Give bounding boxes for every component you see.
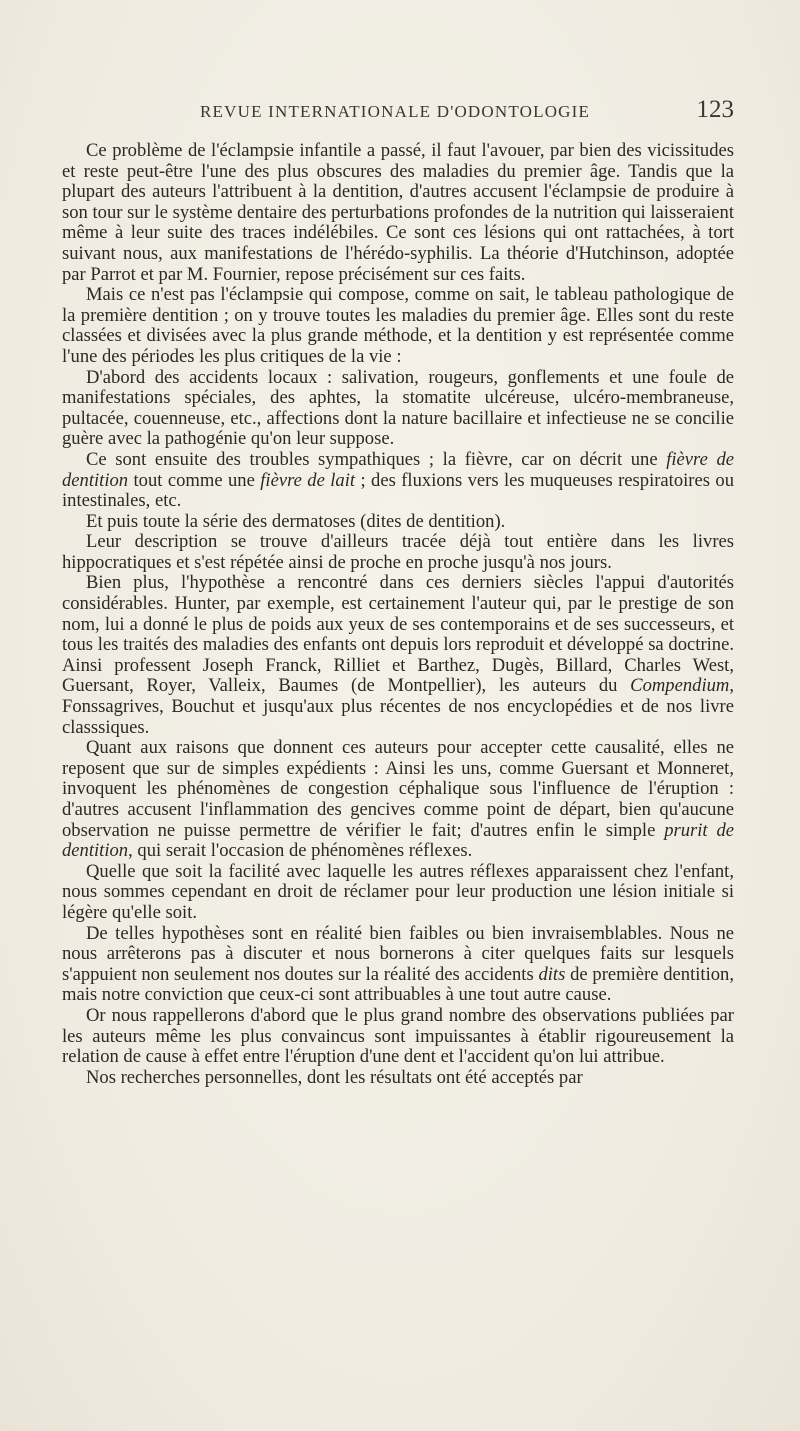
body-text [62, 141, 734, 1088]
paragraph: Quant aux raisons que donnent ces auteurs pour accepter cette causalité, elles ne reposent que sur de simples expédients : Ainsi les uns, comme Guersant et Monneret, invoquent les phénomènes de congestion céphalique sous l'influence de l'éruption : d'autres accusent l'inflammation des gencives comme point de départ, bien qu'aucune observation ne puisse permettre de vérifier le fait; d'autres enfin le simple prurit de dentition, qui serait l'occasion de phénomènes réflexes. [62, 737, 734, 862]
italic-term: Compendium [630, 675, 730, 697]
italic-term: fièvre de lait [260, 469, 356, 491]
paragraph: Or nous rappellerons d'abord que le plus grand nombre des observations publiées par les auteurs même les plus convaincus sont impuissantes à établir rigoureusement la relation de cause à effet entre l'éruption d'une dent et l'accident qu'on lui attribue. [62, 1004, 734, 1068]
paragraph: Leur description se trouve d'ailleurs tracée déjà tout entière dans les livres hippocratiques et s'est répétée ainsi de proche en proche jusqu'à nos jours. [62, 531, 734, 573]
paragraph: Bien plus, l'hypothèse a rencontré dans ces derniers siècles l'appui d'autorités considérables. Hunter, par exemple, est certainement l'auteur qui, par le prestige de son nom, lui a donné le plus de poids aux yeux de ses contemporains et de ses successeurs, et tous les traités des maladies des enfants ont depuis lors reproduit et développé sa doctrine. Ainsi professent Joseph Franck, Rilliet et Barthez, Dugès, Billard, Charles West, Guersant, Royer, Valleix, Baumes (de Montpellier), les auteurs du Compendium, Fonssagrives, Bouchut et jusqu'aux plus récentes de nos encyclopédies et de nos livre classsiques. [62, 572, 734, 738]
paragraph: D'abord des accidents locaux : salivation, rougeurs, gonflements et une foule de manifestations spéciales, des aphtes, la stomatite ulcéreuse, ulcéro-membraneuse, pultacée, couenneuse, etc., affections dont la nature bacillaire et infectieuse ne se concilie guère avec la pathogénie qu'on leur suppose. [62, 366, 734, 450]
italic-term: dits [538, 963, 566, 985]
italic-term: prurit de dentition [62, 819, 734, 862]
paragraph: Quelle que soit la facilité avec laquelle les autres réflexes apparaissent chez l'enfant, nous sommes cependant en droit de réclamer pour leur production une lésion initiale si légère qu'elle soit. [62, 860, 734, 923]
page-header [62, 96, 734, 128]
running-head: REVUE INTERNATIONALE D'ODONTOLOGIE [200, 102, 591, 121]
page-number: 123 [696, 96, 734, 123]
paragraph: De telles hypothèses sont en réalité bien faibles ou bien invraisemblables. Nous ne nous arrêterons pas à discuter et nous bornerons à citer quelques faits sur lesquels s'appuient non seulement nos doutes sur la réalité des accidents dits de première dentition, mais notre conviction que ceux-ci sont attribuables à une tout autre cause. [62, 922, 734, 1006]
paragraph: Nos recherches personnelles, dont les résultats ont été acceptés par [86, 1066, 583, 1088]
paragraph: Ce problème de l'éclampsie infantile a passé, il faut l'avouer, par bien des vicissitudes et reste peut-être l'une des plus obscures des maladies du premier âge. Tandis que la plupart des auteurs l'attribuent à la dentition, d'autres accusent l'éclampsie de produire à son tour sur le système dentaire des perturbations profondes de la nutrition qui laisseraient même à leur suite des traces indélébiles. Ce sont ces lésions qui ont rattachées, à tort suivant nous, aux manifestations de l'hérédo-syphilis. La théorie d'Hutchinson, adoptée par Parrot et par M. Fournier, repose précisément sur ces faits. [62, 140, 734, 285]
italic-term: fièvre de dentition [62, 448, 734, 491]
paragraph: Mais ce n'est pas l'éclampsie qui compose, comme on sait, le tableau pathologique de la première dentition ; on y trouve toutes les maladies du premier âge. Elles sont du reste classées et divisées avec la plus grande méthode, et la dentition y est représentée comme l'une des périodes les plus critiques de la vie : [62, 284, 734, 367]
paragraph: Ce sont ensuite des troubles sympathiques ; la fièvre, car on décrit une fièvre de dentition tout comme une fièvre de lait ; des fluxions vers les muqueuses respiratoires ou intestinales, etc. [62, 448, 734, 512]
paragraph: Et puis toute la série des dermatoses (dites de dentition). [86, 510, 506, 532]
